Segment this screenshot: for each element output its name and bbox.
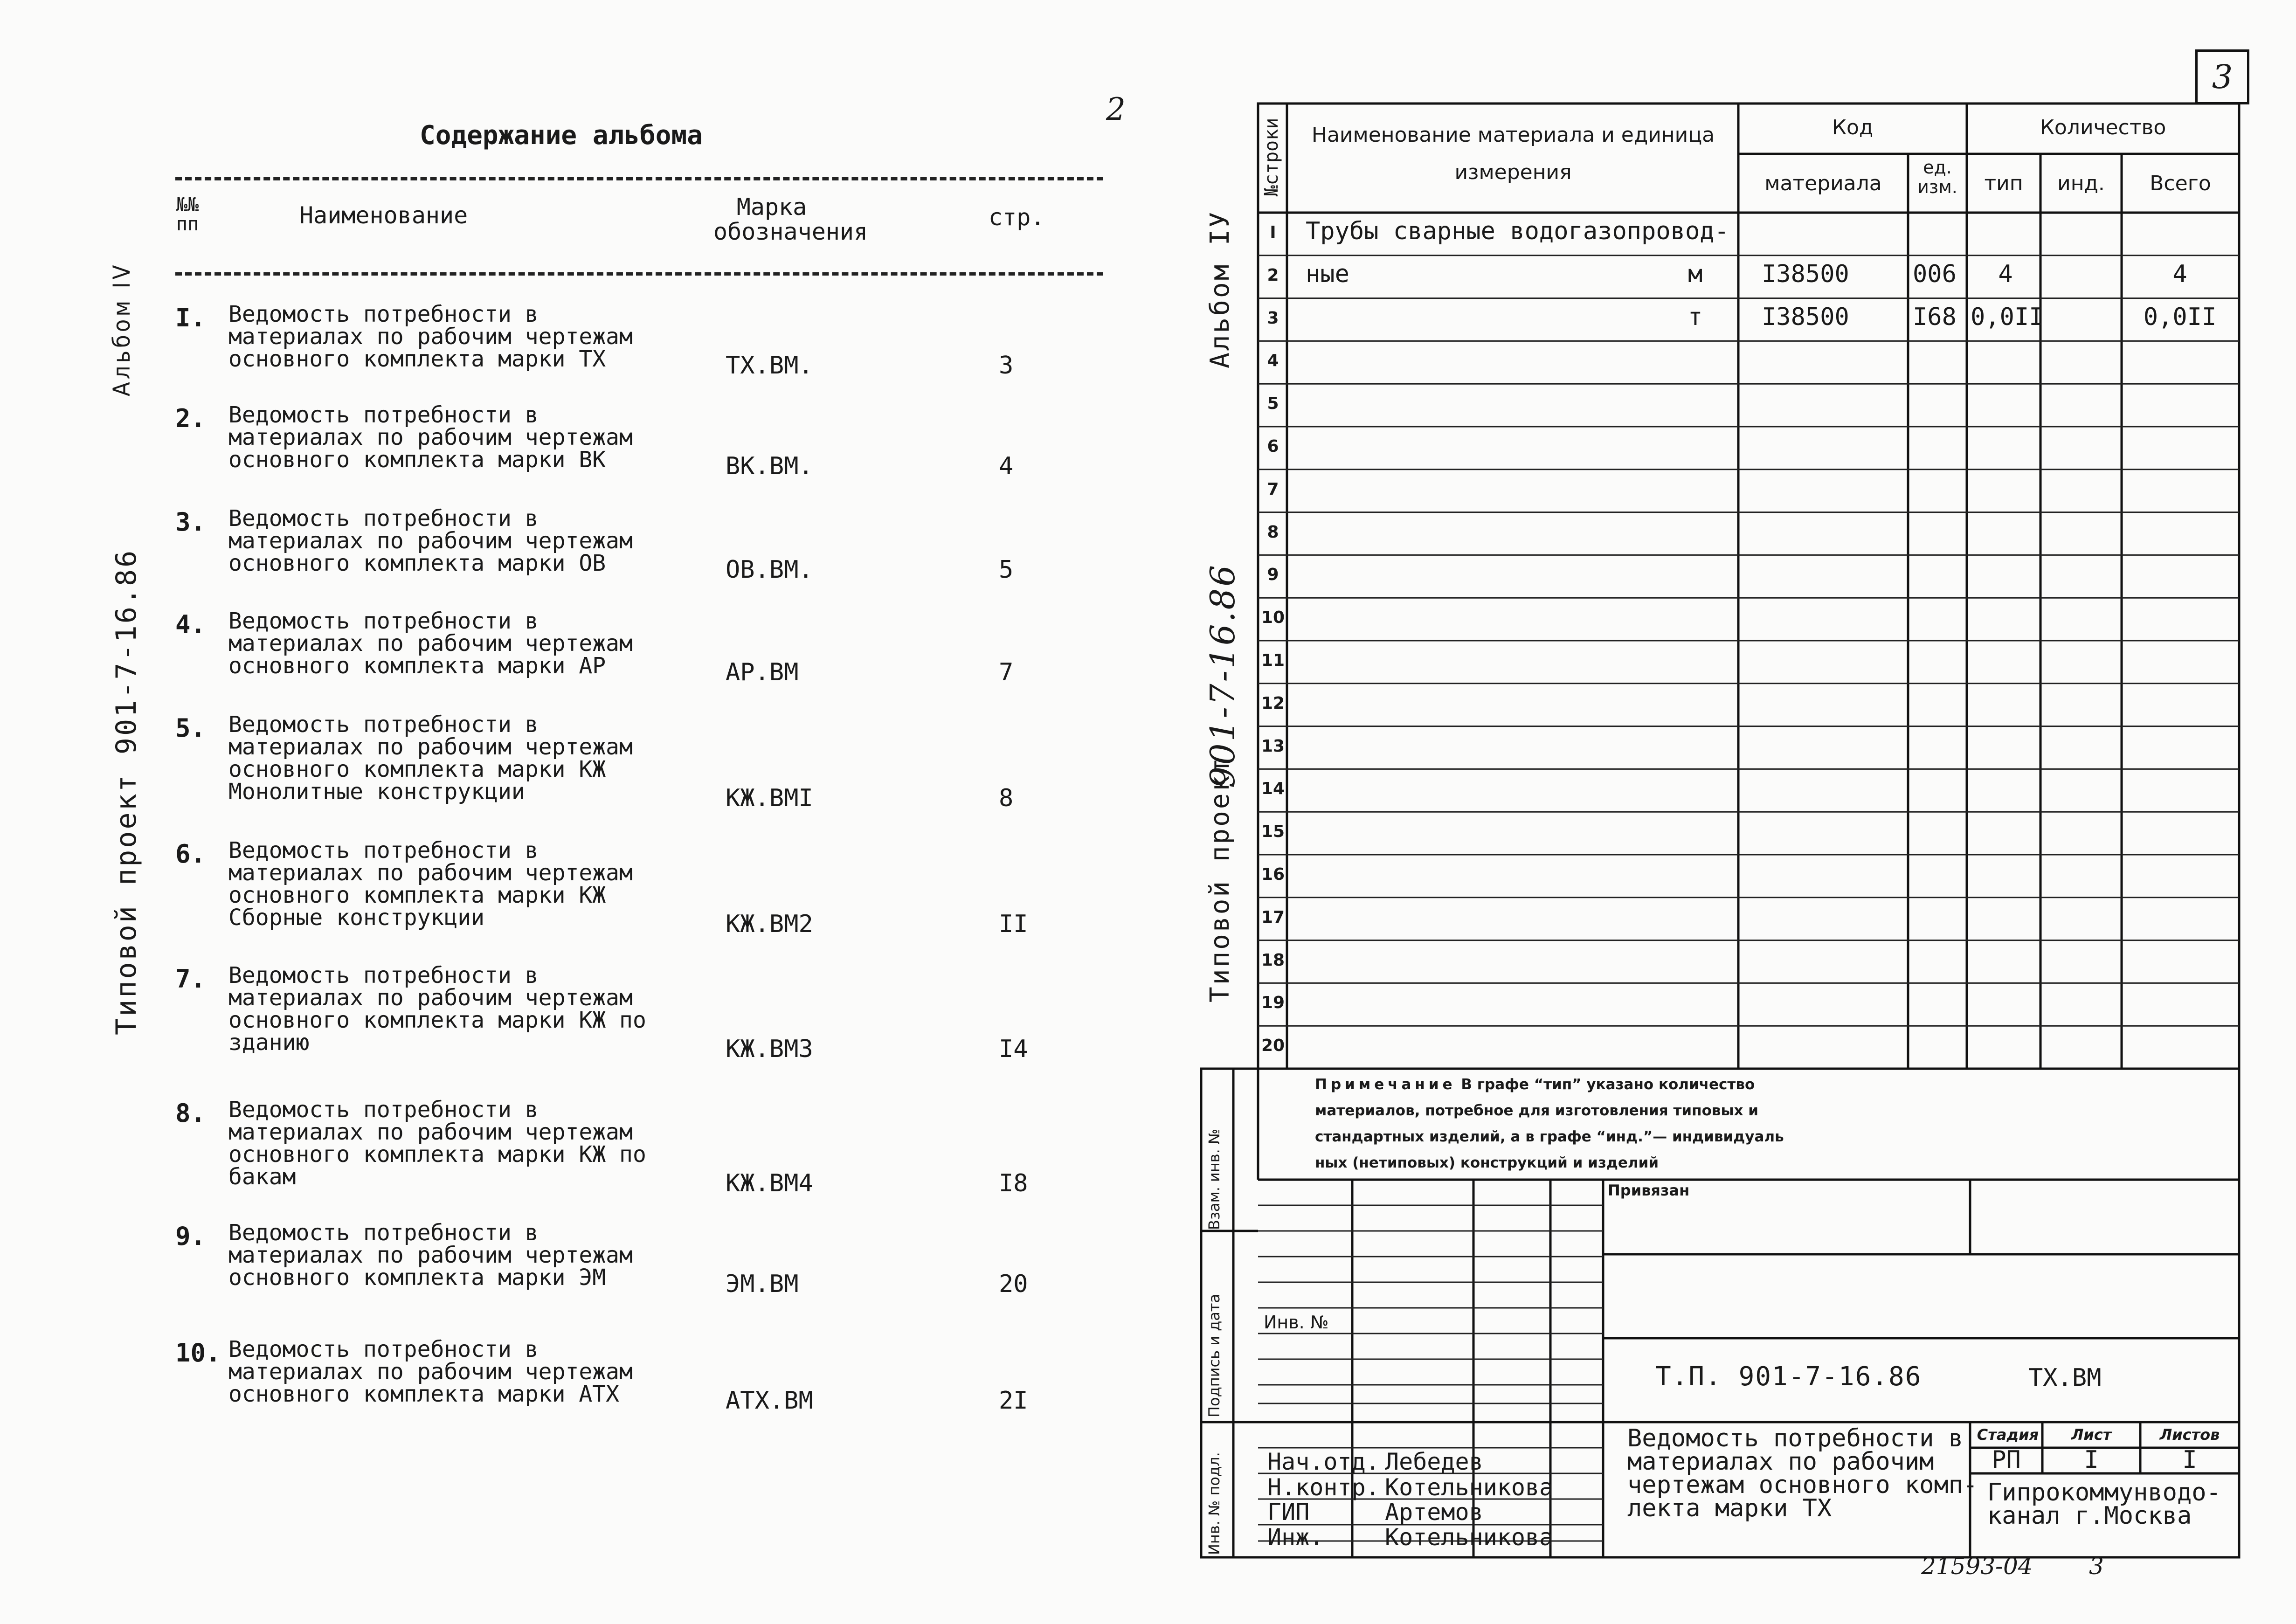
toc-item-name: Ведомость потребности в материалах по рабочим чертежам основного комплекта марки АТХ — [228, 1336, 633, 1407]
toc-item-name: Ведомость потребности в материалах по рабочим чертежам основного комплекта марки КЖ Сборные конструкции — [228, 837, 633, 931]
stamp-person-role: Инж. — [1267, 1524, 1324, 1551]
row-qty-type: 0,0II — [1971, 303, 2044, 331]
row-number: 7 — [1267, 479, 1279, 499]
header-row-no: №строки — [1261, 117, 1282, 197]
toc-item-mark: КЖ.ВМ4 — [726, 1169, 813, 1197]
header-page: стр. — [989, 204, 1045, 231]
toc-item-page: 7 — [999, 658, 1014, 686]
row-unit: м — [1688, 260, 1703, 288]
toc-item-number: 8. — [175, 1099, 206, 1128]
row-number: 15 — [1261, 822, 1285, 842]
toc-item-number: 6. — [175, 839, 206, 869]
note — [1315, 1071, 1921, 1176]
stamp-person-name: Артемов — [1385, 1499, 1483, 1526]
stamp-stage-label: Стадия — [1977, 1426, 2039, 1444]
toc-item-mark: КЖ.ВМI — [726, 784, 813, 812]
stamp-inv-no: Инв. № — [1264, 1312, 1329, 1333]
row-unit-code: I68 — [1913, 303, 1957, 331]
row-code: I38500 — [1762, 260, 1849, 288]
toc-item-number: 4. — [175, 610, 206, 639]
header-quantity: Количество — [2040, 116, 2166, 139]
toc-item-page: 8 — [999, 784, 1014, 812]
toc-item-number: 7. — [175, 964, 206, 994]
toc-item-number: 3. — [175, 507, 206, 537]
row-qty-total: 0,0II — [2143, 303, 2217, 331]
left-side-project: Типовой проект 901-7-16.86 — [110, 548, 143, 1035]
row-qty-type: 4 — [1998, 260, 2013, 288]
row-material-name: Трубы сварные водогазопровод- — [1306, 217, 1729, 245]
row-number: 9 — [1267, 565, 1279, 585]
header-name: Наименование — [299, 202, 468, 229]
stamp-sheets-label: Листов — [2159, 1426, 2220, 1444]
toc-item-mark: АР.ВМ — [726, 658, 799, 686]
row-number: 4 — [1267, 351, 1279, 371]
row-number: 8 — [1267, 522, 1279, 542]
stamp-person-role: ГИП — [1267, 1499, 1310, 1526]
note-line-1: В графе “тип” указано количество — [1461, 1076, 1755, 1093]
side-stamp-replace-inv: Взам. инв. № — [1205, 1128, 1223, 1230]
toc-item-mark: ЭМ.ВМ — [726, 1270, 799, 1298]
row-number: 16 — [1261, 865, 1285, 884]
toc-item-name: Ведомость потребности в материалах по рабочим чертежам основного комплекта марки АР — [228, 608, 633, 679]
row-material-name: ные — [1306, 260, 1349, 288]
row-unit: т — [1688, 303, 1703, 331]
stamp-mark: ТХ.ВМ — [2028, 1364, 2102, 1392]
header-qty-total: Всего — [2150, 172, 2211, 195]
right-side-album: Альбом IУ — [1205, 210, 1235, 368]
stamp-title-line-3: чертежам основного комп- — [1627, 1471, 1978, 1499]
stamp-org-line-1: Гипрокоммунводо- — [1987, 1479, 2221, 1507]
stamp-attached: Привязан — [1608, 1182, 1690, 1199]
toc-item-mark: КЖ.ВМ3 — [726, 1035, 813, 1063]
left-side-album: Альбом IV — [108, 262, 135, 396]
toc-item-name: Ведомость потребности в материалах по рабочим чертежам основного комплекта марки ОВ — [228, 505, 633, 576]
toc-item-name: Ведомость потребности в материалах по рабочим чертежам основного комплекта марки ТХ — [228, 301, 633, 372]
toc-item-page: 5 — [999, 556, 1014, 584]
note-label: Примечание — [1315, 1076, 1456, 1093]
note-line-4: ных (нетиповых) конструкций и изделий — [1315, 1154, 1659, 1171]
row-number: 2 — [1267, 265, 1279, 285]
stamp-title — [1627, 1424, 1978, 1522]
note-line-3: стандартных изделий, а в графе “инд.”— индивидуаль — [1315, 1128, 1784, 1145]
toc-item-page: 20 — [999, 1270, 1028, 1298]
stamp-person-name: Котельникова — [1385, 1524, 1554, 1551]
toc-item-number: 10. — [175, 1338, 221, 1368]
toc-item-name: Ведомость потребности в материалах по рабочим чертежам основного комплекта марки ВК — [228, 402, 633, 473]
stamp-person-name: Котельникова — [1385, 1474, 1554, 1501]
side-stamp-signature-date: Подпись и дата — [1205, 1293, 1223, 1417]
stamp-sheets: I — [2182, 1446, 2197, 1474]
toc-item-number: 5. — [175, 713, 206, 743]
header-code-unit: ед. изм. — [1917, 157, 1957, 197]
stamp-person-role: Нач.отд. — [1267, 1448, 1380, 1475]
stamp-org-line-2: канал г.Москва — [1987, 1502, 2192, 1530]
row-number: 10 — [1261, 608, 1285, 628]
toc-item-number: 2. — [175, 404, 206, 433]
row-number: 19 — [1261, 993, 1285, 1013]
header-code-material: материала — [1764, 172, 1882, 195]
row-number: 20 — [1261, 1036, 1285, 1056]
row-number: 11 — [1261, 651, 1285, 670]
header-mark: Марка обозначения — [713, 193, 868, 245]
toc-item-mark: ВК.ВМ. — [726, 452, 813, 480]
stamp-stage: РП — [1992, 1446, 2021, 1474]
header-num: №№ пп — [176, 194, 199, 235]
right-side-project: Типовой проект — [1205, 756, 1235, 1002]
footer-number: 21593-04 — [1921, 1553, 2033, 1580]
left-page-number: 2 — [1106, 91, 1126, 127]
toc-item-page: 2I — [999, 1387, 1028, 1415]
toc-item-number: I. — [175, 303, 206, 332]
stamp-person-name: Лебедев — [1385, 1448, 1483, 1475]
header-material-name: Наименование материала и единица измерения — [1311, 123, 1715, 184]
header-code: Код — [1832, 116, 1874, 139]
stamp-doc-code: Т.П. 901-7-16.86 — [1655, 1361, 1922, 1392]
toc-item-page: II — [999, 910, 1028, 938]
sheet-number-box: 3 — [2195, 49, 2249, 104]
footer-page: 3 — [2089, 1553, 2104, 1580]
stamp-title-line-2: материалах по рабочим — [1627, 1448, 1934, 1476]
toc-item-name: Ведомость потребности в материалах по рабочим чертежам основного комплекта марки КЖ по зданию — [228, 962, 646, 1056]
row-number: 17 — [1261, 907, 1285, 927]
toc-item-page: I4 — [999, 1035, 1028, 1063]
toc-item-page: I8 — [999, 1169, 1028, 1197]
toc-item-mark: ОВ.ВМ. — [726, 556, 813, 584]
toc-item-mark: ТХ.ВМ. — [726, 352, 813, 380]
side-stamp-inv-original: Инв. № подл. — [1205, 1452, 1223, 1555]
row-number: I — [1270, 223, 1276, 242]
right-side-project-handwritten: 901-7-16.86 — [1203, 563, 1242, 788]
note-line-2: материалов, потребное для изготовления типовых и — [1315, 1102, 1759, 1119]
header-qty-type: тип — [1984, 172, 2023, 195]
stamp-title-line-4: лекта марки ТХ — [1627, 1494, 1832, 1522]
toc-item-name: Ведомость потребности в материалах по рабочим чертежам основного комплекта марки ЭМ — [228, 1220, 633, 1291]
stamp-sheet-label: Лист — [2071, 1426, 2112, 1444]
row-code: I38500 — [1762, 303, 1849, 331]
row-number: 6 — [1267, 437, 1279, 456]
toc-item-mark: КЖ.ВМ2 — [726, 910, 813, 938]
toc-item-mark: АТХ.ВМ — [726, 1387, 813, 1415]
toc-title: Содержание альбома — [420, 120, 703, 151]
row-number: 12 — [1261, 693, 1285, 713]
toc-item-number: 9. — [175, 1222, 206, 1251]
row-number: 14 — [1261, 779, 1285, 799]
stamp-person-role: Н.контр. — [1267, 1474, 1380, 1501]
row-number: 18 — [1261, 950, 1285, 970]
stamp-title-line-1: Ведомость потребности в — [1627, 1424, 1964, 1452]
stamp-sheet: I — [2084, 1446, 2099, 1474]
toc-item-page: 4 — [999, 452, 1014, 480]
stamp-org — [1987, 1479, 2221, 1530]
row-number: 13 — [1261, 736, 1285, 756]
header-qty-ind: инд. — [2057, 172, 2105, 195]
toc-item-name: Ведомость потребности в материалах по рабочим чертежам основного комплекта марки КЖ Монолитные конструкции — [228, 712, 633, 805]
row-unit-code: 006 — [1913, 260, 1957, 288]
row-qty-total: 4 — [2172, 260, 2187, 288]
row-number: 3 — [1267, 308, 1279, 328]
row-number: 5 — [1267, 394, 1279, 414]
toc-item-page: 3 — [999, 352, 1014, 380]
toc-item-name: Ведомость потребности в материалах по рабочим чертежам основного комплекта марки КЖ по бакам — [228, 1097, 646, 1190]
